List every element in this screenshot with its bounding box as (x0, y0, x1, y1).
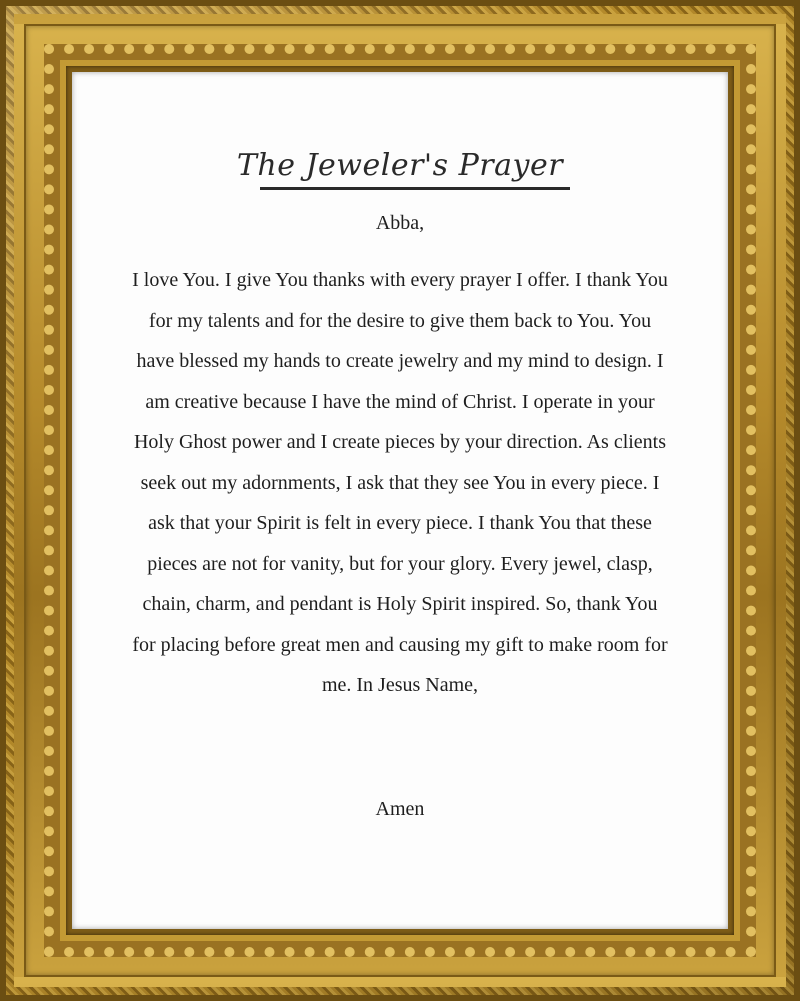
prayer-closing: Amen (375, 798, 425, 820)
title-underline (260, 187, 570, 190)
prayer-salutation: Abba, (375, 212, 425, 234)
prayer-body: I love You. I give You thanks with every prayer I offer. I thank You for my talents and for the desire to give them back to You. You have blessed my hands to create jewelry and my mind to design. I am creative because I have the mind of Christ. I operate in your Holy Ghost power and I create pieces by your direction. As clients seek out my adornments, I ask that they see You in every piece. I ask that your Spirit is felt in every piece. I thank You that these pieces are not for vanity, but for your glory. Every jewel, clasp, chain, charm, and pendant is Holy Spirit inspired. So, thank You for placing before great men and causing my gift to make room for me. In Jesus Name, (132, 269, 668, 696)
prayer-sheet (72, 72, 728, 929)
prayer-title: The Jeweler's Prayer (236, 148, 564, 183)
